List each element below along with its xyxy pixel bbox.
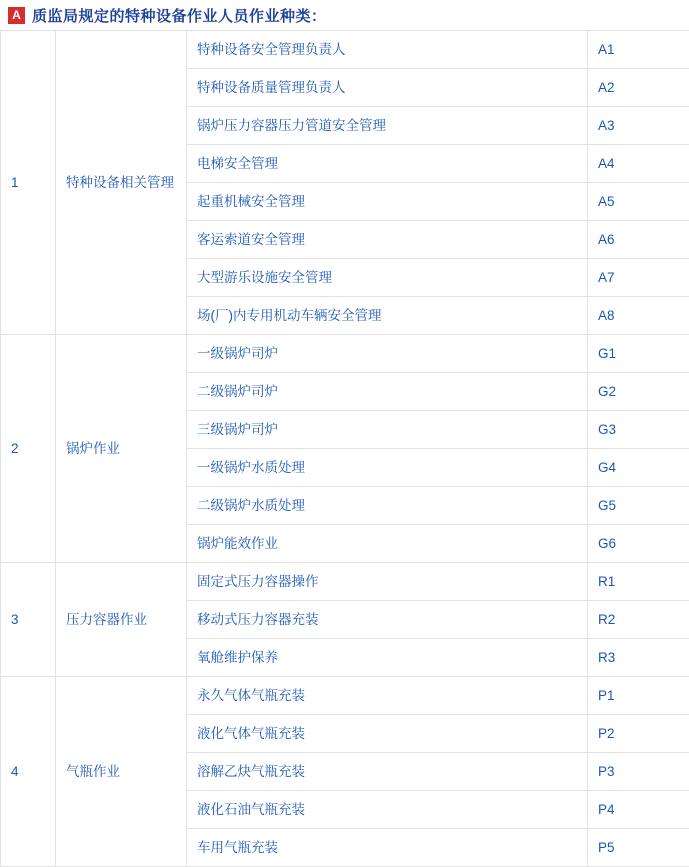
occupation-code-cell: P3 <box>588 753 689 791</box>
special-equipment-occupation-table <box>0 30 689 867</box>
occupation-name-cell: 二级锅炉司炉 <box>187 373 588 411</box>
occupation-code-cell: G2 <box>588 373 689 411</box>
occupation-name-cell: 客运索道安全管理 <box>187 221 588 259</box>
group-category-cell: 锅炉作业 <box>56 335 187 563</box>
occupation-code-cell: A8 <box>588 297 689 335</box>
occupation-name-cell: 一级锅炉水质处理 <box>187 449 588 487</box>
occupation-name-cell: 锅炉能效作业 <box>187 525 588 563</box>
table-row <box>1 563 689 601</box>
group-index-cell: 3 <box>1 563 56 677</box>
occupation-name-cell: 二级锅炉水质处理 <box>187 487 588 525</box>
occupation-name-cell: 三级锅炉司炉 <box>187 411 588 449</box>
occupation-name-cell: 氧舱维护保养 <box>187 639 588 677</box>
occupation-code-cell: A2 <box>588 69 689 107</box>
occupation-name-cell: 一级锅炉司炉 <box>187 335 588 373</box>
occupation-code-cell: A7 <box>588 259 689 297</box>
occupation-name-cell: 移动式压力容器充装 <box>187 601 588 639</box>
occupation-code-cell: A3 <box>588 107 689 145</box>
occupation-code-cell: G4 <box>588 449 689 487</box>
page-header <box>0 0 689 30</box>
occupation-name-cell: 特种设备质量管理负责人 <box>187 69 588 107</box>
occupation-code-cell: P4 <box>588 791 689 829</box>
occupation-code-cell: R3 <box>588 639 689 677</box>
table-row <box>1 31 689 69</box>
occupation-code-cell: P5 <box>588 829 689 867</box>
occupation-name-cell: 场(厂)内专用机动车辆安全管理 <box>187 297 588 335</box>
occupation-code-cell: A6 <box>588 221 689 259</box>
occupation-name-cell: 固定式压力容器操作 <box>187 563 588 601</box>
occupation-name-cell: 液化气体气瓶充装 <box>187 715 588 753</box>
group-index-cell: 1 <box>1 31 56 335</box>
table-row <box>1 335 689 373</box>
occupation-name-cell: 锅炉压力容器压力管道安全管理 <box>187 107 588 145</box>
occupation-name-cell: 起重机械安全管理 <box>187 183 588 221</box>
group-index-cell: 2 <box>1 335 56 563</box>
occupation-code-cell: R2 <box>588 601 689 639</box>
occupation-name-cell: 溶解乙炔气瓶充装 <box>187 753 588 791</box>
occupation-name-cell: 永久气体气瓶充装 <box>187 677 588 715</box>
occupation-code-cell: G3 <box>588 411 689 449</box>
group-category-cell: 气瓶作业 <box>56 677 187 867</box>
occupation-name-cell: 大型游乐设施安全管理 <box>187 259 588 297</box>
occupation-code-cell: R1 <box>588 563 689 601</box>
occupation-name-cell: 车用气瓶充装 <box>187 829 588 867</box>
occupation-code-cell: A5 <box>588 183 689 221</box>
occupation-code-cell: G1 <box>588 335 689 373</box>
page-title: 质监局规定的特种设备作业人员作业种类： <box>32 5 327 26</box>
occupation-code-cell: A1 <box>588 31 689 69</box>
occupation-code-cell: A4 <box>588 145 689 183</box>
occupation-name-cell: 液化石油气瓶充装 <box>187 791 588 829</box>
section-badge-icon: A <box>8 7 25 24</box>
table-body <box>1 31 689 867</box>
table-row <box>1 677 689 715</box>
occupation-name-cell: 特种设备安全管理负责人 <box>187 31 588 69</box>
group-index-cell: 4 <box>1 677 56 867</box>
occupation-code-cell: P1 <box>588 677 689 715</box>
occupation-code-cell: G6 <box>588 525 689 563</box>
group-category-cell: 压力容器作业 <box>56 563 187 677</box>
group-category-cell: 特种设备相关管理 <box>56 31 187 335</box>
occupation-name-cell: 电梯安全管理 <box>187 145 588 183</box>
occupation-code-cell: G5 <box>588 487 689 525</box>
occupation-code-cell: P2 <box>588 715 689 753</box>
